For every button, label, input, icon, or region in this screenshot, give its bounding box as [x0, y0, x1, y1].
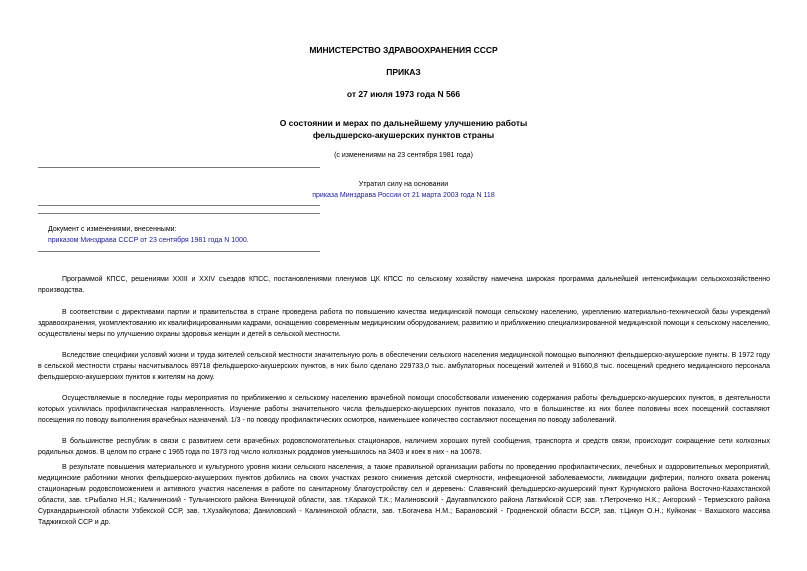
changes-link[interactable]: приказом Минздрава СССР от 23 сентября 1981 года N 1000. [48, 237, 249, 244]
ministry-heading: МИНИСТЕРСТВО ЗДРАВООХРАНЕНИЯ СССР [309, 45, 498, 55]
revision-note: (с изменениями на 23 сентября 1981 года) [334, 152, 473, 159]
changes-label: Документ с изменениями, внесенными: [48, 226, 177, 233]
divider-line [38, 205, 320, 206]
divider-line [38, 167, 320, 168]
document-date-number: от 27 июля 1973 года N 566 [346, 89, 461, 99]
lost-force-note: Утратил силу на основании [358, 181, 449, 188]
paragraph: В соответствии с директивами партии и правительства в стране проведена работа по повышению качества медицинской помощи сельскому населению, укреплению материально-технической базы учреждений здравоохранения, укомплектованию их квалифицированными кадрами, оснащению современным медицинским оборудованием, развитию и приближению специализированной медицинской помощи к сельскому населению, осуществлены меры по улучшению охраны здоровья женщин и детей в сельской местности. [38, 309, 770, 338]
divider-line [38, 213, 320, 214]
document-title-line1: О состоянии и мерах по дальнейшему улучшению работы [279, 118, 528, 128]
divider-line [38, 251, 320, 252]
lost-force-link[interactable]: приказа Минздрава России от 21 марта 2003 года N 118 [312, 192, 495, 199]
paragraph: Вследствие специфики условий жизни и труда жителей сельской местности значительную роль в обеспечении сельского населения медицинской помощью выполняют фельдшерско-акушерские пункты. В 1972 году в сельской местности страны насчитывалось 89718 фельдшерско-акушерских пунктов, в них было сделано 229733,0 тыс. амбулаторных посещений жителей и 91660,8 тыс. посещений среднего медицинского персонала фельдшерско-акушерских пунктов к жителям на дому. [38, 352, 770, 381]
paragraph: Осуществляемые в последние годы мероприятия по приближению к сельскому населению врачебной помощи способствовали изменению содержания работы фельдшерско-акушерских пунктов, в деятельности которых усилилась профилактическая направленность. Изучение работы значительного числа фельдшерско-акушерских пунктов показало, что в большинстве из них более половины всех посещений составляют посещения по поводу выполнения врачебных назначений. 1/3 - по поводу профилактических осмотров, наименьшее количество составляют посещения по поводу заболеваний. [38, 395, 770, 424]
document-title-line2: фельдшерско-акушерских пунктов страны [312, 130, 495, 140]
paragraph: В результате повышения материального и культурного уровня жизни сельского населения, а также правильной организации работы по проведению профилактических, лечебных и оздоровительных мероприятий, медицинские работники многих фельдшерско-акушерских пунктов добились на своих участках резкого снижения детской смертности, инфекционной заболеваемости, ликвидации дифтерии, полного охвата рожениц стационарным родовспоможением и активного участия населения в работе по санитарному благоустройству сел и деревень: Славянский фельдшерско-акушерский пункт Курчумского района Восточно-Казахстанской области, зав. т.Рыбалко Н.Я.; Калининский - Тульчинского района Винницкой области, зав. т.Каракой Т.К.; Малиновский - Даугавпилского района Латвийской ССР, зав. т.Петроченко Н.К.; Ангорский - Термезского района Сурхандарьинской области Узбекской ССР, зав. т.Хузайкулова; Даниловский - Калининской области, зав. т.Богачева Н.М.; Барановский - Гродненской области БССР, зав. т.Цикун О.Н.; Куйконак - Вахшского массива Таджикской ССР и др. [38, 464, 770, 526]
document-type: ПРИКАЗ [386, 67, 421, 77]
paragraph: В большинстве республик в связи с развитием сети врачебных родовспомогательных стационаров, наличием хороших путей сообщения, транспорта и средств связи, происходит сокращение сети колхозных родильных домов. В целом по стране с 1965 года по 1973 год число колхозных роддомов уменьшилось на 3403 и коек в них - на 10678. [38, 438, 770, 456]
paragraph: Программой КПСС, решениями XXIII и XXIV съездов КПСС, постановлениями пленумов ЦК КПСС по сельскому хозяйству намечена широкая программа дальнейшей интенсификации сельскохозяйственно производства. [38, 276, 770, 294]
